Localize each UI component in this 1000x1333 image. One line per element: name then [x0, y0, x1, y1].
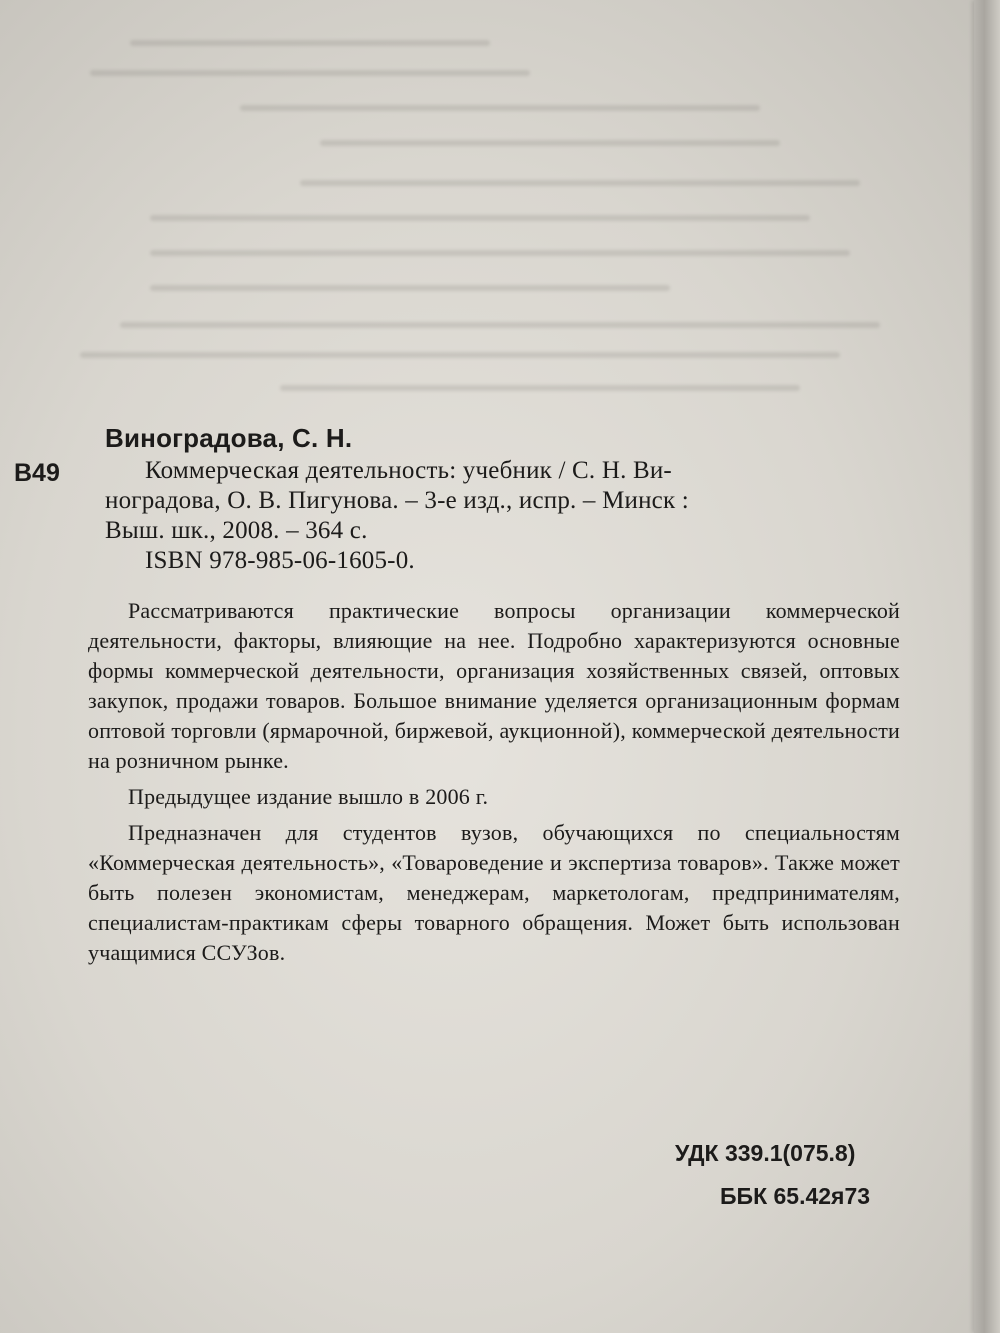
author-heading: Виноградова, С. Н.: [105, 423, 353, 453]
annotation: [88, 596, 900, 968]
page-edge: [974, 0, 1000, 1333]
biblio-line-3: Выш. шк., 2008. – 364 с.: [105, 517, 368, 544]
biblio-line-1: Коммерческая деятельность: учебник / С. Н. Ви-: [145, 457, 672, 484]
bibliographic-record: [88, 420, 900, 968]
library-code: В49: [14, 459, 60, 487]
annotation-paragraph-1: Рассматриваются практические вопросы организации коммерческой деятельности, факторы, влияющие на нее. Подробно характеризуются основные формы коммерческой деятельности, организация хозяйственных связей, оптовых закупок, продажи товаров. Большое внимание уделяется организационным формам оптовой торговли (ярмарочной, биржевой, аукционной), коммерческой деятельности на розничном рынке.: [88, 598, 900, 773]
bibliographic-description: [105, 456, 900, 546]
isbn: ISBN 978-985-06-1605-0.: [145, 547, 415, 574]
bbk-code: ББК 65.42я73: [720, 1183, 871, 1209]
udk-code: УДК 339.1(075.8): [675, 1140, 856, 1166]
annotation-paragraph-2: Предыдущее издание вышло в 2006 г.: [128, 784, 489, 809]
bleed-through-text: [0, 0, 1000, 420]
biblio-line-2: ноградова, О. В. Пигунова. – 3-е изд., испр. – Минск :: [105, 487, 689, 514]
annotation-paragraph-3: Предназначен для студентов вузов, обучающихся по специальностям «Коммерческая деятельность», «Товароведение и экспертиза товаров». Также может быть полезен экономистам, менеджерам, маркетологам, предпринимателям, специалистам-практикам сферы товарного обращения. Может быть использован учащимися ССУЗов.: [88, 820, 900, 965]
